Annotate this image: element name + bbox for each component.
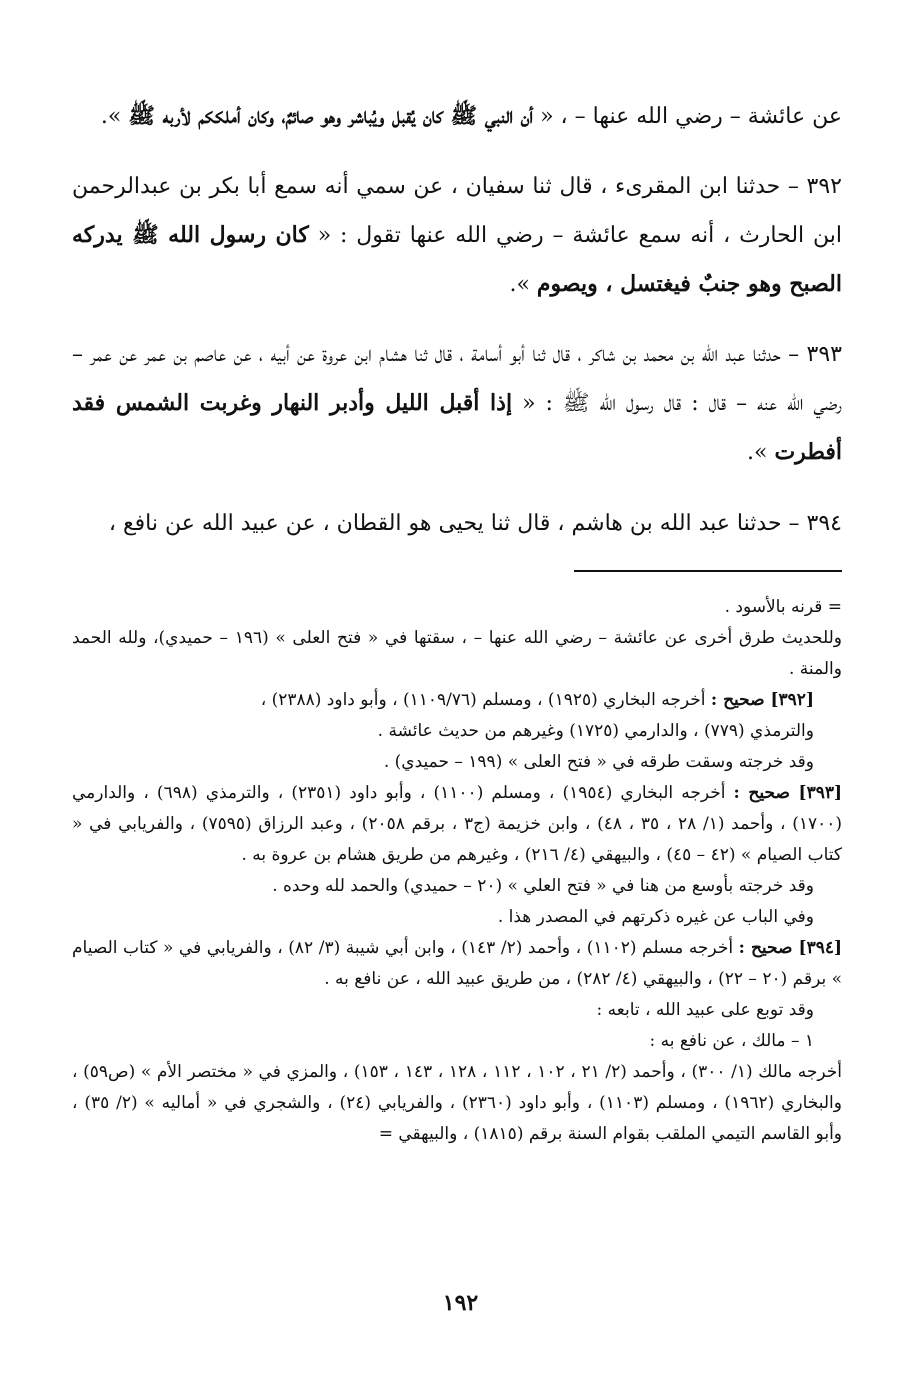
page-content [72, 92, 842, 1150]
footnote-line: وفي الباب عن غيره ذكرتهم في المصدر هذا . [497, 907, 814, 927]
hadith-392: ٣٩٢ – حدثنا ابن المقرىء ، قال ثنا سفيان ، عن سمي أنه سمع أبا بكر بن عبدالرحمن ابن الحارث ، أنه سمع عائشة – رضي الله عنها تقول : « كان رسول الله ﷺ يدركه الصبح وهو جنبٌ فيغتسل ، ويصوم ». [72, 174, 842, 297]
footnote-line: وقد خرجته بأوسع من هنا في « فتح العلي » (٢٠ – حميدي) والحمد لله وحده . [272, 876, 814, 896]
page-number: ١٩٢ [442, 1290, 479, 1316]
footnote-line: وللحديث طرق أخرى عن عائشة – رضي الله عنها – ، سقتها في « فتح العلى » (١٩٦ – حميدي)، ولله الحمد والمنة . [72, 628, 842, 679]
footnote-line: أخرجه مالك (١/ ٣٠٠) ، وأحمد (٢/ ٢١ ، ١٠٢ ، ١١٢ ، ١٢٨ ، ١٤٣ ، ١٥٣) ، والمزي في « مختصر الأم » (ص٥٩) ، والبخاري (١٩٦٢) ، ومسلم (١١٠٣) ، وأبو داود (٢٣٦٠) ، والفريابي (٢٤) ، والشجري في « أماليه » (٢/ ٣٥) ، وأبو القاسم التيمي الملقب بقوام السنة برقم (١٨١٥) ، والبيهقي = [72, 1062, 842, 1144]
footnote-line: ١ – مالك ، عن نافع به : [649, 1031, 814, 1051]
footnote-394: [٣٩٤] صحيح : أخرجه مسلم (١١٠٢) ، وأحمد (٢/ ١٤٣) ، وابن أبي شيبة (٣/ ٨٢) ، والفريابي في « كتاب الصيام » برقم (٢٠ – ٢٢) ، والبيهقي (٤/ ٢٨٢) ، من طريق عبيد الله ، عن نافع به . [72, 938, 843, 989]
footnote-line: وقد توبع على عبيد الله ، تابعه : [596, 1000, 814, 1020]
footnote-393: [٣٩٣] صحيح : أخرجه البخاري (١٩٥٤) ، ومسلم (١١٠٠) ، وأبو داود (٢٣٥١) ، والترمذي (٦٩٨) ، والدارمي (١٧٠٠) ، وأحمد (١/ ٢٨ ، ٣٥ ، ٤٨) ، وابن خزيمة (ج٣ ، برقم ٢٠٥٨) ، وعبد الرزاق (٧٥٩٥) ، والفريابي في « كتاب الصيام » (٤٢ – ٤٥) ، والبيهقي (٤/ ٢١٦) ، وغيرهم من طريق هشام بن عروة به . [72, 783, 843, 865]
footnote-392: [٣٩٢] صحيح : أخرجه البخاري (١٩٢٥) ، ومسلم (١١٠٩/٧٦) ، وأبو داود (٢٣٨٨) ، [260, 690, 814, 710]
footnote-line: = قرنه بالأسود . [724, 597, 842, 617]
hadith-393: ٣٩٣ – حدثنا عبد الله بن محمد بن شاكر ، قال ثنا أبو أسامة ، قال ثنا هشام ابن عروة عن أبيه ، عن عاصم بن عمر عن عمر – رضي الله عنه – قال : قال رسول الله ﷺ : « إذا أقبل الليل وأدبر النهار وغربت الشمس فقد أفطرت ». [72, 342, 843, 465]
footnotes [72, 592, 842, 1150]
footnote-divider [574, 570, 842, 572]
main-text [72, 92, 842, 548]
hadith-paragraph: عن عائشة – رضي الله عنها – ، « أن النبي ﷺ كان يُقبل ويُباشر وهو صائمٌ، وكان أملككم لأربه ﷺ ». [100, 103, 842, 129]
hadith-394: ٣٩٤ – حدثنا عبد الله بن هاشم ، قال ثنا يحيى هو القطان ، عن عبيد الله عن نافع ، [108, 511, 842, 536]
footnote-line: وقد خرجته وسقت طرقه في « فتح العلى » (١٩٩ – حميدي) . [383, 752, 814, 772]
footnote-line: والترمذي (٧٧٩) ، والدارمي (١٧٢٥) وغيرهم من حديث عائشة . [377, 721, 814, 741]
